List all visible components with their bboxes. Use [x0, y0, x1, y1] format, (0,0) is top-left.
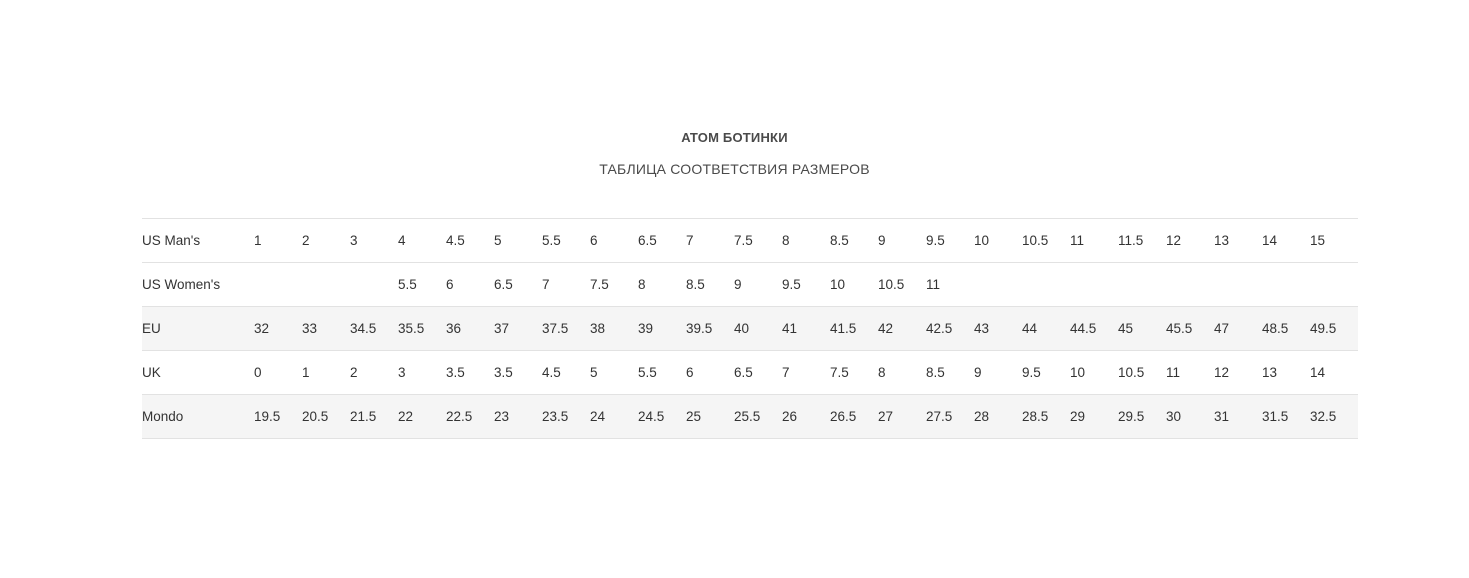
table-cell: 34.5 — [350, 307, 398, 351]
table-row — [142, 395, 1358, 439]
table-cell: 39 — [638, 307, 686, 351]
table-cell: 9.5 — [782, 263, 830, 307]
table-cell: 7 — [542, 263, 590, 307]
table-cell: 4.5 — [542, 351, 590, 395]
table-cell: 23.5 — [542, 395, 590, 439]
table-cell — [254, 263, 302, 307]
table-cell: 8 — [782, 219, 830, 263]
table-cell: 9 — [878, 219, 926, 263]
table-cell: 42.5 — [926, 307, 974, 351]
table-cell: 37 — [494, 307, 542, 351]
table-cell: 24.5 — [638, 395, 686, 439]
table-cell: 26.5 — [830, 395, 878, 439]
table-cell: 44 — [1022, 307, 1070, 351]
table-row — [142, 351, 1358, 395]
table-cell: 36 — [446, 307, 494, 351]
table-cell: 4.5 — [446, 219, 494, 263]
table-cell: 0 — [254, 351, 302, 395]
table-cell: 3.5 — [494, 351, 542, 395]
table-cell: 23 — [494, 395, 542, 439]
table-cell: 5.5 — [398, 263, 446, 307]
table-cell — [1166, 263, 1214, 307]
table-cell: 37.5 — [542, 307, 590, 351]
table-cell: 7 — [686, 219, 734, 263]
table-cell: 11 — [1070, 219, 1118, 263]
table-cell — [350, 263, 398, 307]
table-cell: 22 — [398, 395, 446, 439]
table-cell: 35.5 — [398, 307, 446, 351]
table-cell: 42 — [878, 307, 926, 351]
table-cell — [1022, 263, 1070, 307]
table-cell: 29 — [1070, 395, 1118, 439]
table-cell: 33 — [302, 307, 350, 351]
table-cell: 8 — [878, 351, 926, 395]
table-cell: 38 — [590, 307, 638, 351]
table-cell: 13 — [1214, 219, 1262, 263]
table-cell — [974, 263, 1022, 307]
table-cell: 25.5 — [734, 395, 782, 439]
table-cell: 4 — [398, 219, 446, 263]
table-cell: 8.5 — [830, 219, 878, 263]
table-cell: 20.5 — [302, 395, 350, 439]
table-cell: 1 — [302, 351, 350, 395]
table-cell: 5 — [494, 219, 542, 263]
table-cell: 3 — [398, 351, 446, 395]
table-cell: 11.5 — [1118, 219, 1166, 263]
table-cell: 43 — [974, 307, 1022, 351]
page-subtitle: ТАБЛИЦА СООТВЕТСТВИЯ РАЗМЕРОВ — [599, 161, 870, 177]
table-cell: 9 — [974, 351, 1022, 395]
table-cell: 5.5 — [638, 351, 686, 395]
table-cell: 10.5 — [1022, 219, 1070, 263]
table-cell: 32 — [254, 307, 302, 351]
table-cell — [1214, 263, 1262, 307]
table-cell: 9 — [734, 263, 782, 307]
table-cell: 1 — [254, 219, 302, 263]
table-cell: 7 — [782, 351, 830, 395]
table-cell: 39.5 — [686, 307, 734, 351]
table-row — [142, 263, 1358, 307]
table-cell: 7.5 — [830, 351, 878, 395]
row-label: US Women's — [142, 263, 254, 307]
table-cell: 25 — [686, 395, 734, 439]
table-cell: 8 — [638, 263, 686, 307]
table-cell: 10.5 — [878, 263, 926, 307]
table-cell: 9.5 — [1022, 351, 1070, 395]
table-cell: 11 — [1166, 351, 1214, 395]
table-cell: 2 — [302, 219, 350, 263]
table-cell: 28.5 — [1022, 395, 1070, 439]
table-cell: 41.5 — [830, 307, 878, 351]
table-cell: 45.5 — [1166, 307, 1214, 351]
table-cell: 10 — [830, 263, 878, 307]
row-label: EU — [142, 307, 254, 351]
table-cell: 27.5 — [926, 395, 974, 439]
table-cell: 47 — [1214, 307, 1262, 351]
table-cell: 6.5 — [494, 263, 542, 307]
size-conversion-table — [142, 218, 1358, 439]
table-cell: 40 — [734, 307, 782, 351]
table-cell: 49.5 — [1310, 307, 1358, 351]
table-cell: 9.5 — [926, 219, 974, 263]
table-cell: 45 — [1118, 307, 1166, 351]
size-table-wrapper — [142, 218, 1337, 439]
table-cell: 5 — [590, 351, 638, 395]
page-title: ATOM БОТИНКИ — [681, 130, 788, 145]
table-cell: 6 — [446, 263, 494, 307]
table-cell — [1118, 263, 1166, 307]
row-label: Mondo — [142, 395, 254, 439]
table-cell: 22.5 — [446, 395, 494, 439]
table-cell: 8.5 — [926, 351, 974, 395]
table-cell: 41 — [782, 307, 830, 351]
header-block — [0, 130, 1469, 178]
table-cell: 8.5 — [686, 263, 734, 307]
table-cell: 7.5 — [590, 263, 638, 307]
table-cell: 21.5 — [350, 395, 398, 439]
table-cell: 6 — [590, 219, 638, 263]
table-row — [142, 307, 1358, 351]
row-label: UK — [142, 351, 254, 395]
table-cell — [1310, 263, 1358, 307]
table-cell: 6.5 — [734, 351, 782, 395]
table-cell: 10 — [974, 219, 1022, 263]
table-cell: 2 — [350, 351, 398, 395]
table-cell: 29.5 — [1118, 395, 1166, 439]
table-cell: 31 — [1214, 395, 1262, 439]
table-cell — [1070, 263, 1118, 307]
table-cell: 48.5 — [1262, 307, 1310, 351]
table-cell: 32.5 — [1310, 395, 1358, 439]
table-cell: 6 — [686, 351, 734, 395]
table-cell: 11 — [926, 263, 974, 307]
table-cell: 14 — [1262, 219, 1310, 263]
table-cell: 31.5 — [1262, 395, 1310, 439]
table-cell: 14 — [1310, 351, 1358, 395]
table-row — [142, 219, 1358, 263]
table-cell: 10 — [1070, 351, 1118, 395]
table-cell: 19.5 — [254, 395, 302, 439]
table-cell: 24 — [590, 395, 638, 439]
table-cell: 13 — [1262, 351, 1310, 395]
size-table-body — [142, 219, 1358, 439]
table-cell: 44.5 — [1070, 307, 1118, 351]
table-cell — [302, 263, 350, 307]
table-cell: 6.5 — [638, 219, 686, 263]
table-cell: 27 — [878, 395, 926, 439]
table-cell: 5.5 — [542, 219, 590, 263]
table-cell: 28 — [974, 395, 1022, 439]
table-cell: 7.5 — [734, 219, 782, 263]
table-cell: 12 — [1214, 351, 1262, 395]
table-cell: 15 — [1310, 219, 1358, 263]
table-cell: 3 — [350, 219, 398, 263]
table-cell: 10.5 — [1118, 351, 1166, 395]
table-cell: 26 — [782, 395, 830, 439]
table-cell: 3.5 — [446, 351, 494, 395]
row-label: US Man's — [142, 219, 254, 263]
table-cell: 12 — [1166, 219, 1214, 263]
table-cell: 30 — [1166, 395, 1214, 439]
table-cell — [1262, 263, 1310, 307]
